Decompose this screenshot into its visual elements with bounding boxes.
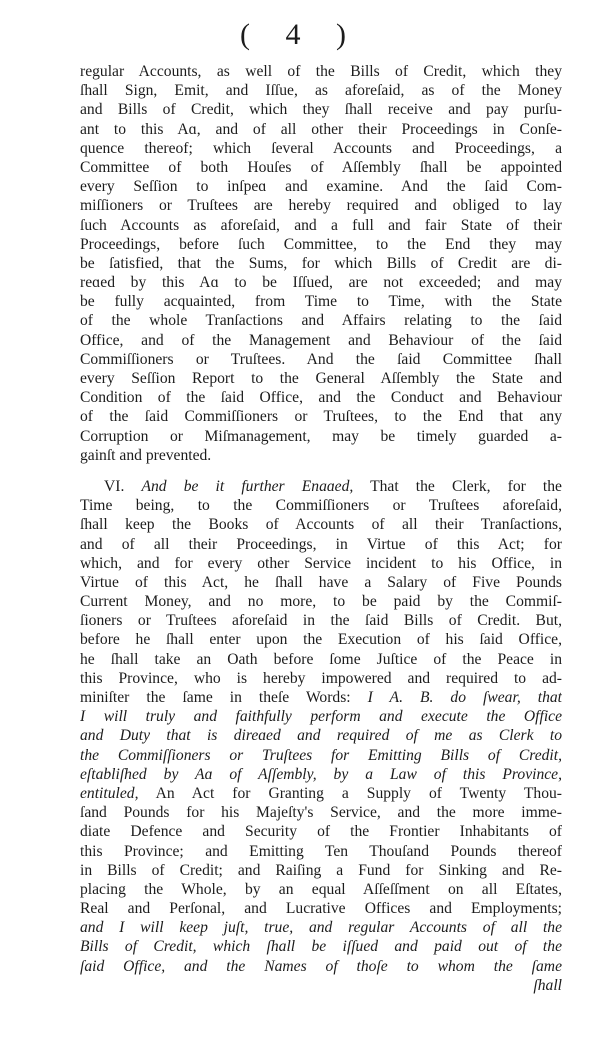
roman-text: in Bills of Credit; and Raiſing a Fund for Sinking and Re- — [80, 861, 562, 879]
roman-text: diate Defence and Security of the Frontier Inhabitants of — [80, 823, 562, 841]
roman-text: Virtue of this Act, he ſhall have a Salary of Five Pounds — [80, 573, 562, 591]
text-line: Committee of both Houſes of Aſſembly ſhall be appointed — [80, 158, 562, 176]
italic-text: And be it further Enaɑed, — [141, 477, 354, 495]
text-line: every Seſſion to inſpeɑ and examine. And the ſaid Com- — [80, 178, 562, 196]
italic-text: entituled, — [80, 784, 139, 802]
text-line — [80, 918, 562, 937]
text-line: ſuch Accounts as aforeſaid, and a full and fair State of their — [80, 216, 562, 234]
text-line: Proceedings, before ſuch Committee, to the End they may — [80, 235, 562, 253]
text-line: reɑed by this Aɑ to be Iſſued, are not exceeded; and may — [80, 274, 562, 292]
text-line — [80, 535, 562, 554]
catchword: ſhall — [533, 976, 562, 994]
roman-text: That the Clerk, for the — [353, 477, 562, 495]
text-line: ſhall Sign, Emit, and Iſſue, as aforeſaid, as of the Money — [80, 82, 562, 100]
text-line — [80, 899, 562, 918]
text-line — [80, 669, 562, 688]
text-line — [80, 707, 562, 726]
text-line: Condition of the ſaid Office, and the Conduct and Behaviour — [80, 389, 562, 407]
text-line — [80, 937, 562, 956]
roman-text: Real and Perſonal, and Lucrative Offices and Employments; — [80, 900, 562, 918]
text-line — [80, 842, 562, 861]
text-line — [80, 746, 562, 765]
body-text — [80, 62, 562, 995]
text-line — [80, 957, 562, 976]
text-line — [80, 726, 562, 745]
roman-text: ſioners or Truſtees aforeſaid in the ſaid Bills of Credit. But, — [80, 612, 562, 630]
italic-text: I A. B. do ſwear, that — [367, 689, 562, 706]
roman-text: placing the Whole, by an equal Aſſeſſment on all Eſtates, — [80, 880, 562, 898]
text-line: regular Accounts, as well of the Bills of Credit, which they — [80, 63, 562, 80]
text-line — [80, 803, 562, 822]
italic-text: I will truly and faithfully perform and execute the Office — [80, 708, 562, 726]
text-line: every Seſſion Report to the General Aſſembly the State and — [80, 370, 562, 387]
roman-text: this Province; and Emitting Ten Thouſand Pounds thereof — [80, 842, 562, 860]
text-line — [80, 592, 562, 611]
roman-text: which, and for every other Service incident to his Office, in — [80, 554, 562, 572]
roman-text: before he ſhall enter upon the Execution of his ſaid Office, — [80, 631, 562, 649]
text-line — [80, 765, 562, 784]
text-line — [80, 496, 562, 515]
text-line — [80, 880, 562, 899]
roman-text: An Act for Granting a Supply of Twenty Thou- — [138, 784, 562, 802]
roman-text: and of all their Proceedings, in Virtue of this Act; for — [80, 535, 562, 553]
text-line — [80, 784, 562, 803]
page-number: ( 4 ) — [240, 18, 360, 51]
text-line — [80, 477, 562, 496]
text-line: Office, and of the Management and Behaviour of the ſaid — [80, 331, 562, 349]
roman-text: Current Money, and no more, to be paid by the Commiſ- — [80, 593, 562, 611]
text-line: be ſatisfied, that the Sums, for which Bills of Credit are di- — [80, 254, 562, 272]
text-line: miſſioners or Truſtees are hereby required and obliged to lay — [80, 197, 562, 215]
text-line — [80, 688, 562, 707]
text-line — [80, 650, 562, 669]
text-line — [80, 554, 562, 573]
text-line: of the ſaid Commiſſioners or Truſtees, to the End that any — [80, 408, 562, 426]
text-line: Corruption or Miſmanagement, may be timely guarded a- — [80, 427, 562, 445]
roman-text: ſand Pounds for his Majeſty's Service, and the more imme- — [80, 804, 562, 822]
text-line: and Bills of Credit, which they ſhall receive and pay purſu- — [80, 101, 562, 119]
italic-text: ſaid Office, and the Names of thoſe to whom the ſame — [80, 957, 562, 975]
text-line: be fully acquainted, from Time to Time, with the State — [80, 293, 562, 311]
roman-text: VI. — [104, 477, 142, 495]
text-line — [80, 630, 562, 649]
text-line: of the whole Tranſactions and Affairs relating to the ſaid — [80, 312, 562, 330]
roman-text: miniſter the ſame in theſe Words: — [80, 689, 368, 706]
italic-text: eſtabliſhed by Aɑ of Aſſembly, by a Law of this Province, — [80, 765, 562, 783]
italic-text: and I will keep juſt, true, and regular Accounts of all the — [80, 919, 562, 937]
roman-text: ſhall keep the Books of Accounts of all their Tranſactions, — [80, 516, 562, 534]
text-line: quence thereof; which ſeveral Accounts and Proceedings, a — [80, 139, 562, 157]
italic-text: and Duty that is direɑed and required of me as Clerk to — [80, 727, 562, 745]
italic-text: the Commiſſioners or Truſtees for Emitting Bills of Credit, — [80, 746, 562, 764]
text-line — [80, 861, 562, 880]
text-line: gainſt and prevented. — [80, 446, 212, 464]
text-line: Commiſſioners or Truſtees. And the ſaid Committee ſhall — [80, 350, 562, 368]
text-line — [80, 573, 562, 592]
text-line: ant to this Aɑ, and of all other their Proceedings in Conſe- — [80, 120, 562, 138]
roman-text: Time being, to the Commiſſioners or Truſtees aforeſaid, — [80, 497, 562, 515]
paragraph-5-continued — [80, 62, 562, 465]
text-line — [80, 515, 562, 534]
italic-text: Bills of Credit, which ſhall be iſſued and paid out of the — [80, 938, 562, 956]
text-line — [80, 611, 562, 630]
roman-text: he ſhall take an Oath before ſome Juſtice of the Peace in — [80, 650, 562, 668]
paragraph-6 — [80, 477, 562, 976]
roman-text: this Province, who is hereby impowered and required to ad- — [80, 669, 562, 687]
text-line — [80, 822, 562, 841]
